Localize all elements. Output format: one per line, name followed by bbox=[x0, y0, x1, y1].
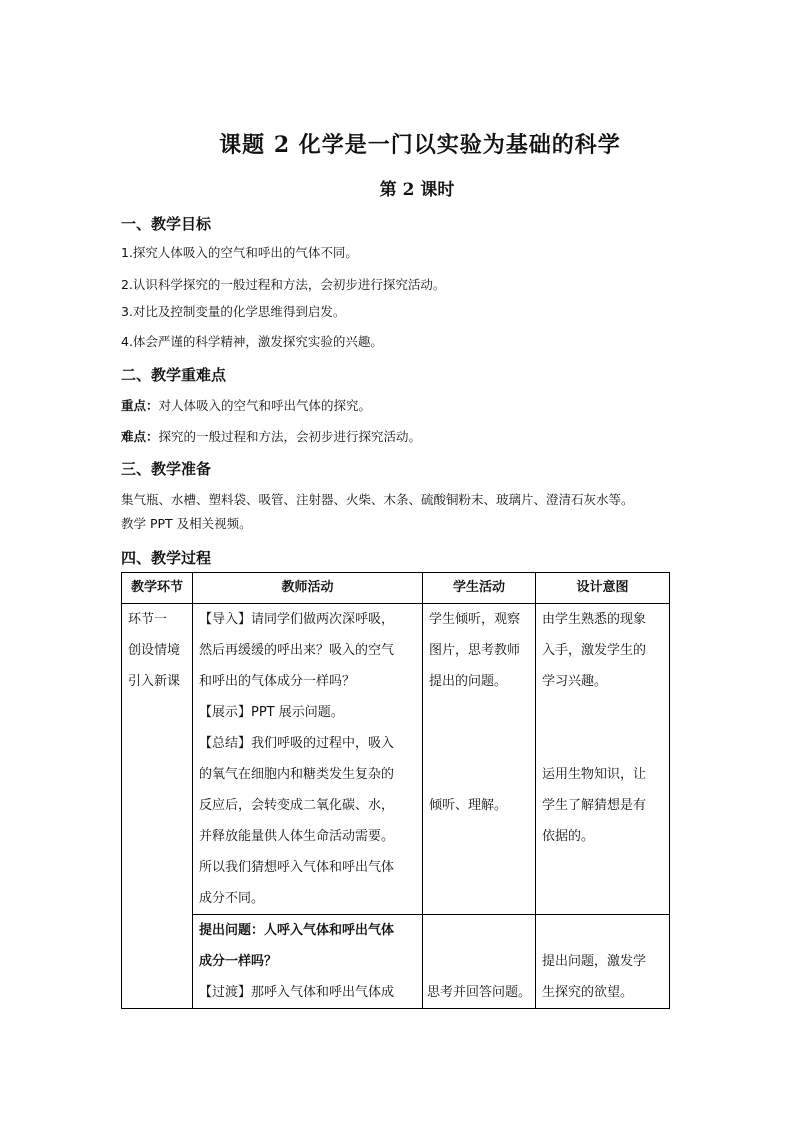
column-header: 教师活动 bbox=[193, 573, 423, 604]
intent-line: 入手，激发学生的 bbox=[542, 643, 647, 658]
intent-line: 生探究的欲望。 bbox=[542, 985, 634, 1000]
teacher-question-line: 成分一样吗？ bbox=[199, 954, 278, 969]
intent-line: 由学生熟悉的现象 bbox=[542, 612, 647, 627]
teacher-line: 和呼出的气体成分一样吗？ bbox=[199, 674, 356, 689]
teacher-activity-cell bbox=[193, 604, 423, 915]
stage-cell bbox=[122, 604, 193, 1009]
goal-item: 3.对比及控制变量的化学思维得到启发。 bbox=[121, 304, 346, 319]
teacher-line: 所以我们猜想呼入气体和呼出气体 bbox=[199, 860, 395, 875]
key-text: 对人体吸入的空气和呼出气体的探究。 bbox=[158, 398, 372, 413]
prep-materials: 集气瓶、水槽、塑料袋、吸管、注射器、火柴、木条、硫酸铜粉末、玻璃片、澄清石灰水等。 bbox=[121, 492, 634, 507]
table-row bbox=[122, 604, 670, 915]
stage-line: 创设情境 bbox=[128, 643, 181, 658]
intent-line: 依据的。 bbox=[542, 829, 595, 844]
key-point bbox=[121, 398, 371, 414]
student-activity-cell bbox=[423, 915, 536, 1009]
section-heading-process: 四、教学过程 bbox=[121, 549, 212, 567]
teacher-line: 的氧气在细胞内和糖类发生复杂的 bbox=[199, 767, 395, 782]
teacher-activity-cell bbox=[193, 915, 423, 1009]
intent-line: 提出问题，激发学 bbox=[542, 954, 647, 969]
section-heading-keypoints: 二、教学重难点 bbox=[121, 366, 227, 384]
table-row bbox=[122, 915, 670, 1009]
intent-line: 学习兴趣。 bbox=[542, 674, 608, 689]
column-header: 教学环节 bbox=[122, 573, 193, 604]
difficult-text: 探究的一般过程和方法，会初步进行探究活动。 bbox=[158, 429, 422, 444]
student-line: 思考并回答问题。 bbox=[427, 985, 532, 1000]
column-header: 学生活动 bbox=[423, 573, 536, 604]
goal-item: 4.体会严谨的科学精神，激发探究实验的兴趣。 bbox=[121, 334, 383, 349]
teacher-question-line: 提出问题：人呼入气体和呼出气体 bbox=[199, 923, 395, 938]
teacher-line: 【展示】PPT 展示问题。 bbox=[199, 705, 344, 720]
column-header: 设计意图 bbox=[536, 573, 670, 604]
student-line: 学生倾听，观察 bbox=[429, 612, 521, 627]
student-line: 提出的问题。 bbox=[429, 674, 508, 689]
process-table bbox=[121, 572, 670, 1009]
teacher-line: 反应后，会转变成二氧化碳、水， bbox=[199, 798, 395, 813]
section-heading-prep: 三、教学准备 bbox=[121, 460, 212, 478]
teacher-line: 然后再缓缓的呼出来？吸入的空气 bbox=[199, 643, 395, 658]
key-label: 重点： bbox=[121, 398, 159, 413]
student-line: 倾听、理解。 bbox=[429, 798, 508, 813]
student-line: 图片，思考教师 bbox=[429, 643, 521, 658]
teacher-line: 并释放能量供人体生命活动需要。 bbox=[199, 829, 395, 844]
student-activity-cell bbox=[423, 604, 536, 915]
intent-line: 学生了解猜想是有 bbox=[542, 798, 647, 813]
section-heading-goals: 一、教学目标 bbox=[121, 215, 212, 233]
stage-line: 环节一 bbox=[128, 612, 168, 627]
design-intent-cell bbox=[536, 915, 670, 1009]
page-subtitle: 第 2 课时 bbox=[379, 180, 455, 200]
page-title: 课题 2 化学是一门以实验为基础的科学 bbox=[219, 132, 621, 158]
stage-line: 引入新课 bbox=[128, 674, 181, 689]
design-intent-cell bbox=[536, 604, 670, 915]
prep-media: 教学 PPT 及相关视频。 bbox=[121, 516, 252, 531]
teacher-line: 【总结】我们呼吸的过程中，吸入 bbox=[199, 736, 395, 751]
teacher-line: 【过渡】那呼入气体和呼出气体成 bbox=[199, 985, 395, 1000]
teacher-line: 【导入】请同学们做两次深呼吸， bbox=[199, 612, 395, 627]
goal-item: 2.认识科学探究的一般过程和方法，会初步进行探究活动。 bbox=[121, 277, 446, 292]
teacher-line: 成分不同。 bbox=[199, 891, 265, 906]
difficult-label: 难点： bbox=[121, 429, 159, 444]
difficult-point bbox=[121, 429, 421, 445]
goal-item: 1.探究人体吸入的空气和呼出的气体不同。 bbox=[121, 245, 358, 260]
intent-line: 运用生物知识，让 bbox=[542, 767, 647, 782]
table-header-row bbox=[122, 573, 670, 604]
